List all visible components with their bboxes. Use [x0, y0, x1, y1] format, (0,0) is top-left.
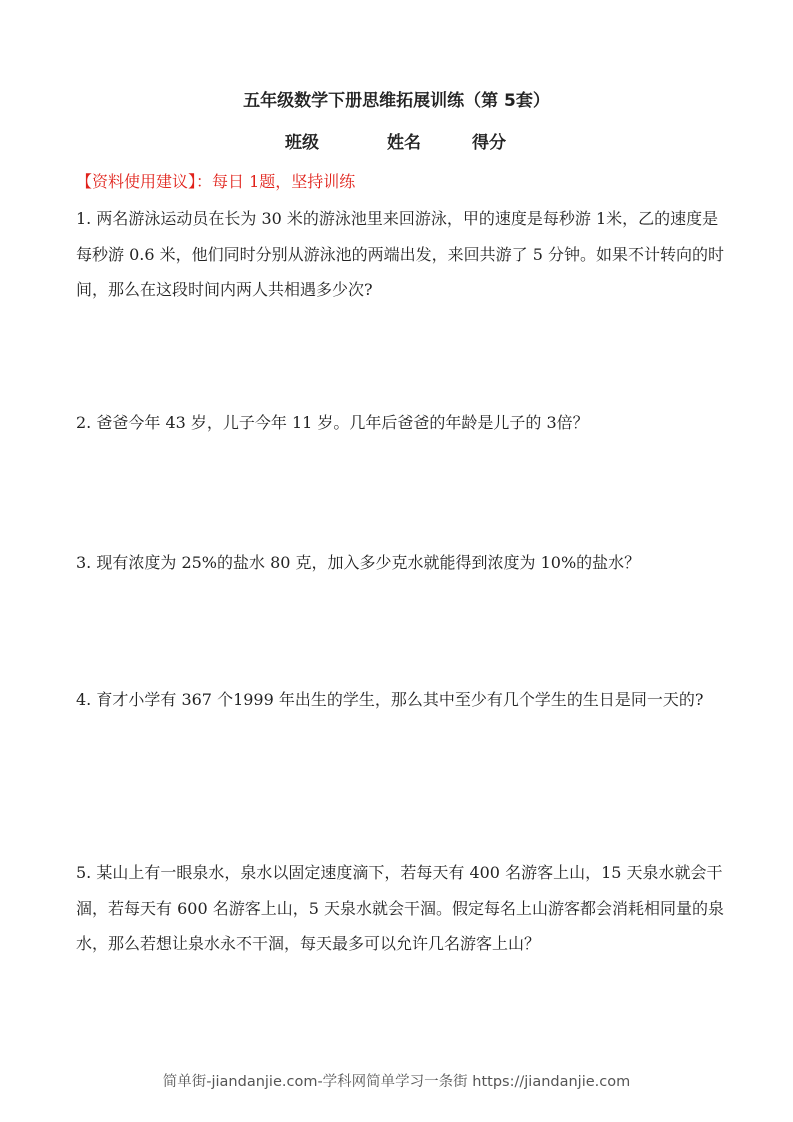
question-4: 4. 育才小学有 367 个1999 年出生的学生，那么其中至少有几个学生的生日是同一天的? — [76, 690, 704, 709]
class-label: 班级 — [285, 133, 319, 153]
question-3: 3. 现有浓度为 25%的盐水 80 克，加入多少克水就能得到浓度为 10%的盐水？ — [76, 553, 641, 572]
question-1: 1. 两名游泳运动员在长为 30 米的游泳池里来回游泳，甲的速度是每秒游 1米，乙的速度是每秒游 0.6 米，他们同时分别从游泳池的两端出发，来回共游了 5 分钟。如果不计转向的时间，那么在这段时间内两人共相遇多少次? — [76, 209, 724, 299]
page-footer: 简单街-jiandanjie.com-学科网简单学习一条街 https://jiandanjie.com — [162, 1074, 631, 1090]
usage-advice: 【资料使用建议】：每日 1题，坚持训练 — [76, 172, 356, 191]
score-label: 得分 — [472, 133, 506, 153]
page-title: 五年级数学下册思维拓展训练（第 5套） — [243, 91, 550, 111]
question-5: 5. 某山上有一眼泉水，泉水以固定速度滴下，若每天有 400 名游客上山，15 天泉水就会干涸，若每天有 600 名游客上山，5 天泉水就会干涸。假定每名上山游客都会消耗相同量的泉水，那么若想让泉水永不干涸，每天最多可以允许几名游客上山？ — [76, 863, 724, 953]
question-2: 2. 爸爸今年 43 岁，儿子今年 11 岁。几年后爸爸的年龄是儿子的 3倍？ — [76, 413, 589, 432]
name-label: 姓名 — [387, 133, 421, 153]
